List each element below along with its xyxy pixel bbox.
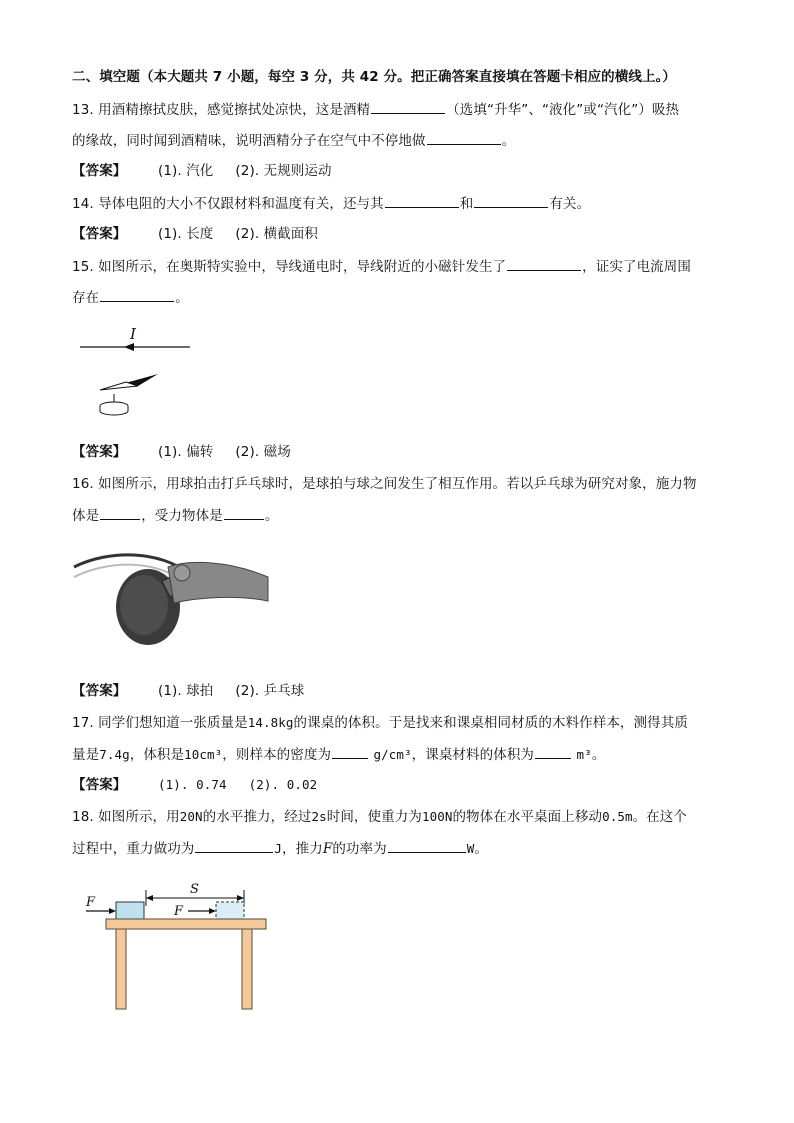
q14-answer <box>72 224 318 244</box>
ping-pong-figure <box>70 545 275 655</box>
q15-text: 。 <box>175 290 189 306</box>
q17-text: 的课桌的体积。于是找来和课桌相同材质的木料作样本，测得其质 <box>293 715 688 731</box>
force-label-left: F <box>86 895 96 910</box>
q15-blank-2[interactable] <box>100 287 174 302</box>
q18-line1 <box>72 807 687 827</box>
q15-text: 存在 <box>72 290 100 306</box>
q17-value: 14.8kg <box>247 715 294 730</box>
q15-line1 <box>72 256 691 277</box>
q14-blank-2[interactable] <box>474 193 548 208</box>
q17-answer <box>72 775 317 795</box>
q17-text: ，课桌材料的体积为 <box>411 747 535 763</box>
q14-text: 14. 导体电阻的大小不仅跟材料和温度有关，还与其 <box>72 196 384 212</box>
answer-2: (2). 0.02 <box>248 777 318 792</box>
q18-unit: J <box>274 841 283 856</box>
q16-text: 体是 <box>72 508 100 524</box>
q13-answer <box>72 161 332 181</box>
q16-blank-1[interactable] <box>100 505 140 520</box>
q18-value: 0.5m <box>602 809 633 824</box>
q17-value: 10cm³ <box>184 747 223 762</box>
answer-1: (1). 球拍 <box>158 683 214 699</box>
q18-blank-2[interactable] <box>388 838 466 853</box>
answer-label: 【答案】 <box>72 777 127 793</box>
q13-text: 。 <box>501 133 516 149</box>
q18-text: ，推力 <box>282 841 323 857</box>
q15-blank-1[interactable] <box>507 256 581 271</box>
q13-text: 13. 用酒精擦拭皮肤，感觉擦拭处凉快，这是酒精 <box>72 102 371 118</box>
ping-pong-ball-icon <box>174 565 190 581</box>
q15-text: 15. 如图所示，在奥斯特实验中，导线通电时，导线附近的小磁针发生了 <box>72 259 507 275</box>
q14-line1 <box>72 193 590 214</box>
q17-value: 7.4g <box>99 747 130 762</box>
q13-line2 <box>72 130 515 151</box>
section-title: 二、填空题（本大题共 7 小题，每空 3 分，共 42 分。把正确答案直接填在答题卡相应的横线上。） <box>72 69 677 85</box>
distance-arrow-left-icon <box>146 895 153 901</box>
q13-text: （选填“升华”、“液化”或“汽化”）吸热 <box>446 102 680 118</box>
q15-answer <box>72 442 291 462</box>
q17-text: ，则样本的密度为 <box>222 747 332 763</box>
q18-text: 18. 如图所示，用 <box>72 809 180 825</box>
q16-answer <box>72 681 304 701</box>
q18-text: 时间，使重力为 <box>326 809 422 825</box>
q18-text: 。在这个 <box>632 809 687 825</box>
force-arrowhead-mid-icon <box>209 908 216 914</box>
table-leg-right <box>242 929 252 1009</box>
q18-text: 。 <box>474 841 488 857</box>
answer-2: (2). 乒乓球 <box>235 683 305 699</box>
current-label: I <box>130 325 136 343</box>
answer-label: 【答案】 <box>72 683 127 699</box>
answer-2: (2). 横截面积 <box>235 226 319 242</box>
q17-unit: g/cm³ <box>373 747 412 762</box>
q15-line2 <box>72 287 189 308</box>
block-start <box>116 902 144 919</box>
q18-unit: W <box>466 841 475 856</box>
q17-line1 <box>72 713 688 733</box>
q14-text: 有关。 <box>549 196 591 212</box>
table-push-figure <box>84 878 274 1013</box>
q17-blank-1[interactable] <box>332 744 368 759</box>
q16-text: 。 <box>264 508 279 524</box>
q18-text: 的水平推力，经过 <box>202 809 312 825</box>
oersted-figure <box>78 322 193 418</box>
q17-unit: m³ <box>576 747 592 762</box>
q17-text: 量是 <box>72 747 100 763</box>
q15-text: ，证实了电流周围 <box>582 259 691 275</box>
answer-1: (1). 偏转 <box>158 444 214 460</box>
q18-blank-1[interactable] <box>195 838 273 853</box>
q18-text: 的功率为 <box>332 841 387 857</box>
table-top <box>106 919 266 929</box>
q16-blank-2[interactable] <box>224 505 264 520</box>
q18-text: 过程中，重力做功为 <box>72 841 195 857</box>
q17-text: 17. 同学们想知道一张质量是 <box>72 715 248 731</box>
table-leg-left <box>116 929 126 1009</box>
force-label-mid: F <box>174 904 184 919</box>
needle-base-side <box>100 406 128 415</box>
q16-text: ，受力物体是 <box>141 508 223 524</box>
q17-text: 。 <box>591 747 606 763</box>
answer-label: 【答案】 <box>72 444 127 460</box>
force-arrowhead-left-icon <box>109 908 116 914</box>
q13-text: 的缘故，同时闻到酒精味，说明酒精分子在空气中不停地做 <box>72 133 426 149</box>
answer-2: (2). 无规则运动 <box>235 163 332 179</box>
answer-1: (1). 0.74 <box>158 777 227 792</box>
answer-label: 【答案】 <box>72 163 127 179</box>
answer-label: 【答案】 <box>72 226 127 242</box>
q17-text: ，体积是 <box>129 747 185 763</box>
answer-1: (1). 长度 <box>158 226 214 242</box>
q13-line1 <box>72 99 679 120</box>
q18-value: 100N <box>421 809 453 824</box>
paddle-rubber <box>120 575 168 635</box>
q14-text: 和 <box>459 196 474 212</box>
q18-var: F <box>322 841 333 857</box>
distance-label: S <box>190 882 199 897</box>
q18-line2 <box>72 838 488 859</box>
distance-arrow-right-icon <box>237 895 244 901</box>
answer-2: (2). 磁场 <box>235 444 291 460</box>
q16-line2 <box>72 505 278 526</box>
q17-line2 <box>72 744 605 765</box>
q14-blank-1[interactable] <box>385 193 459 208</box>
q18-text: 的物体在水平桌面上移动 <box>452 809 603 825</box>
block-end <box>216 902 244 919</box>
q16-line1: 16. 如图所示，用球拍击打乒乓球时，是球拍与球之间发生了相互作用。若以乒乓球为研究对象，施力物 <box>72 476 697 492</box>
q17-blank-2[interactable] <box>535 744 571 759</box>
current-arrow-icon <box>124 343 134 351</box>
q18-value: 20N <box>179 809 203 824</box>
q13-blank-2[interactable] <box>427 130 501 145</box>
q13-blank-1[interactable] <box>371 99 445 114</box>
answer-1: (1). 汽化 <box>158 163 214 179</box>
q18-value: 2s <box>311 809 327 824</box>
